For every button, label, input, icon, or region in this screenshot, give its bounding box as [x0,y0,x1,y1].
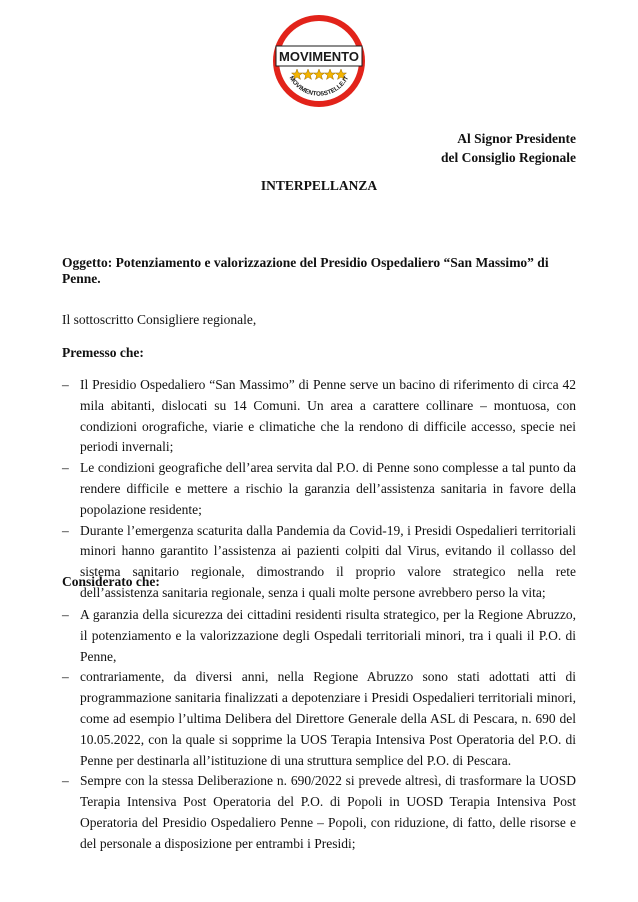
intro-text: Il sottoscritto Consigliere regionale, [62,312,257,327]
logo-wordmark: MOVIMENTO [279,49,359,64]
list-item [62,458,576,520]
recipient-line-1: Al Signor Presidente [457,131,576,146]
list-item-text: Le condizioni geografiche dell’area servita dal P.O. di Penne sono complesse a tal punto da rendere difficile e mettere a rischio la garanzia dell’assistenza sanitaria in favore della popolazione residente; [80,460,576,517]
recipient-block [441,129,576,167]
list-item-text: contrariamente, da diversi anni, nella Regione Abruzzo sono stati adottati atti di programmazione sanitaria finalizzati a depotenziare i Presidi Ospedalieri territoriali minori, come ad esempio l’ultima Delibera del Direttore Generale della ASL di Pescara, n. 690 del 10.05.2022, con la quale si sopprime la UOS Terapia Intensiva Post Operatoria del P.O. di Penne per destinarla all’istituzione di una struttura semplice del P.O. di Pescara. [80,669,576,768]
premesso-list [62,375,576,604]
considerato-list [62,605,576,855]
list-item-text: Sempre con la stessa Deliberazione n. 690/2022 si prevede altresì, di trasformare la UOSD Terapia Intensiva Post Operatoria del P.O. di Popoli in UOSD Terapia Intensiva Post Operatoria del Presidio Ospedaliero Penne – Popoli, con riduzione, di fatto, delle risorse e del personale a disposizione per entrambi i Presidi; [80,773,576,851]
list-item-text: Durante l’emergenza scaturita dalla Pandemia da Covid-19, i Presidi Ospedalieri territoriali minori hanno garantito l’assistenza ai pazienti colpiti dal Virus, evitando il collasso del sistema sanitario regionale, dimostrando il proprio valore strategico nella rete dell’assistenza sanitaria regionale, senza i quali molte persone avrebbero perso la vita; [80,522,576,600]
premesso-heading: Premesso che: [62,345,144,360]
document-title: INTERPELLANZA [260,178,378,193]
dash-bullet: – [62,377,69,392]
list-item [62,667,576,771]
list-item-text: A garanzia della sicurezza dei cittadini residenti risulta strategico, per la Regione Abruzzo, il potenziamento e la valorizzazione degli Ospedali territoriali minori, tra i quali il P.O. di Penne, [80,607,576,664]
list-item [62,521,576,604]
list-item [62,375,576,458]
list-item [62,605,576,667]
subject-line: Oggetto: Potenziamento e valorizzazione del Presidio Ospedaliero “San Massimo” di Penne. [62,255,549,286]
recipient-line-2: del Consiglio Regionale [440,150,576,165]
dash-bullet: – [62,773,69,789]
list-item-text: Il Presidio Ospedaliero “San Massimo” di Penne serve un bacino di riferimento di circa 42 mila abitanti, dislocati su 14 Comuni. Un area a carattere collinare – montuosa, con condizioni orografiche, viarie e climatiche che la rendono di difficile accesso, specie nei periodi invernali; [80,377,576,455]
logo-graphic [270,12,368,110]
considerato-heading: Considerato che: [62,574,160,589]
logo-url-text: MOVIMENTO5STELLE.IT [287,74,351,98]
dash-bullet: – [62,607,69,622]
dash-bullet: – [62,522,69,538]
movimento-5-stelle-logo [270,12,368,110]
dash-bullet: – [62,669,69,685]
list-item [62,771,576,854]
dash-bullet: – [62,460,69,476]
